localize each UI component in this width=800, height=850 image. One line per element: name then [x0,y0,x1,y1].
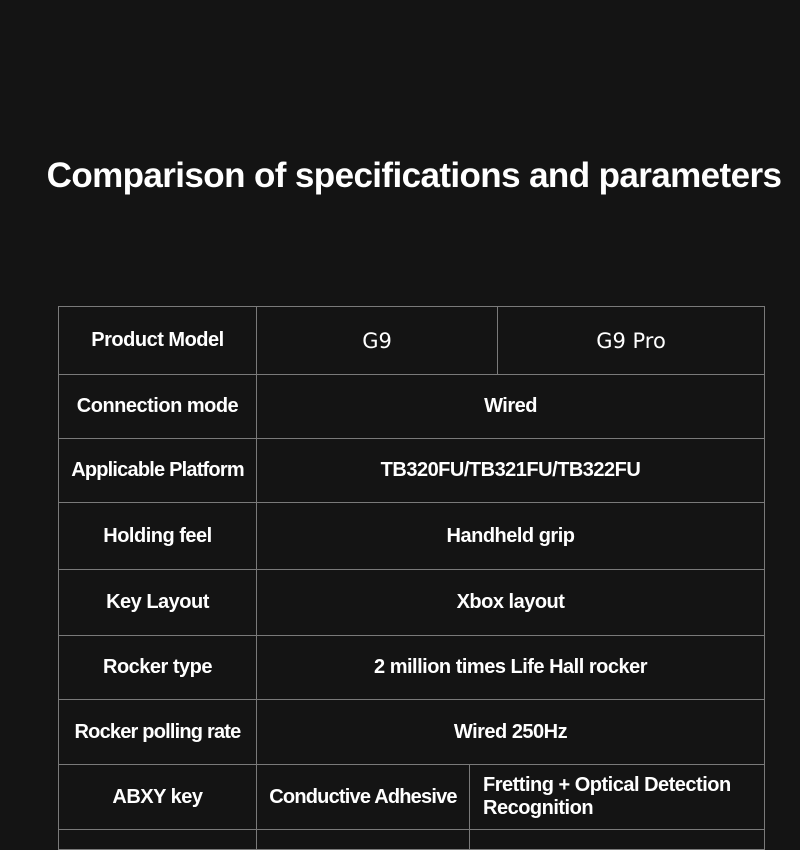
row-value-abxy-g9: Conductive Adhesive [257,765,470,830]
table-cell [257,830,470,850]
table-row [59,570,765,636]
header-label-cell: Product Model [59,307,257,375]
row-value-key-layout: Xbox layout [257,570,765,636]
row-value-rocker-polling-rate: Wired 250Hz [257,700,765,765]
page-title: Comparison of specifications and parameters [46,156,782,195]
row-label-applicable-platform: Applicable Platform [59,439,257,503]
row-label-key-layout: Key Layout [59,570,257,636]
table-row [59,700,765,765]
row-label-rocker-type: Rocker type [59,636,257,700]
table-row [59,830,765,850]
row-value-holding-feel: Handheld grip [257,503,765,570]
table-row [59,765,765,830]
spec-comparison-table [58,306,765,850]
row-label-connection-mode: Connection mode [59,375,257,439]
table-cell [470,830,765,850]
row-value-abxy-g9-pro: Fretting + Optical Detection Recognition [470,765,765,830]
table-row [59,375,765,439]
model-g9-pro-cell: G9 Pro [498,307,765,375]
table-row [59,503,765,570]
table-row [59,636,765,700]
model-g9-cell: G9 [257,307,498,375]
row-value-applicable-platform: TB320FU/TB321FU/TB322FU [257,439,765,503]
row-label-rocker-polling-rate: Rocker polling rate [59,700,257,765]
row-value-connection-mode: Wired [257,375,765,439]
row-label-abxy-key: ABXY key [59,765,257,830]
table-header-row [59,307,765,375]
row-value-rocker-type: 2 million times Life Hall rocker [257,636,765,700]
table-cell [59,830,257,850]
row-label-holding-feel: Holding feel [59,503,257,570]
table-row [59,439,765,503]
